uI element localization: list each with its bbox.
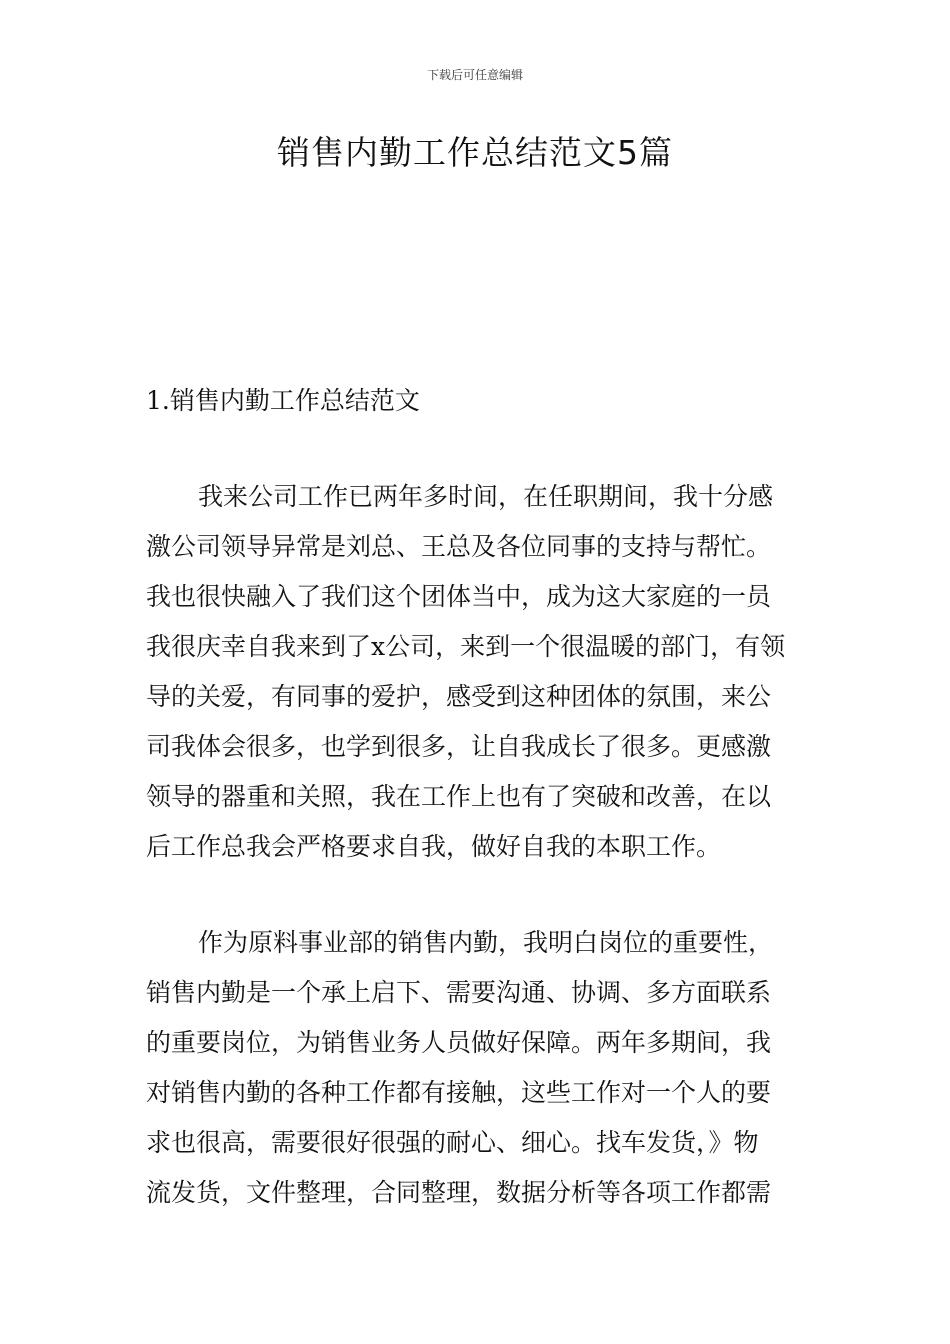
paragraph-line: 求也很高，需要很好很强的耐心、细心。找车发货，》物 [146,1128,759,1157]
paragraph-line: 领导的器重和关照，我在工作上也有了突破和改善，在以 [146,782,772,811]
paragraph-line: 激公司领导异常是刘总、王总及各位同事的支持与帮忙。 [146,532,772,561]
paragraph-line: 作为原料事业部的销售内勤，我明白岗位的重要性， [198,928,774,957]
paragraph-line: 销售内勤是一个承上启下、需要沟通、协调、多方面联系 [146,978,772,1007]
header-note: 下载后可任意编辑 [426,68,523,82]
paragraph-1 [146,472,806,872]
section-heading: 1.销售内勤工作总结范文 [146,386,420,415]
document-title: 销售内勤工作总结范文5篇 [277,133,673,172]
paragraph-line: 我来公司工作已两年多时间，在任职期间，我十分感 [198,482,774,511]
paragraph-line: 的重要岗位，为销售业务人员做好保障。两年多期间，我 [146,1028,772,1057]
paragraph-line: 我也很快融入了我们这个团体当中，成为这大家庭的一员 [146,582,772,611]
paragraph-line: 我很庆幸自我来到了x公司，来到一个很温暖的部门，有领 [146,632,786,661]
paragraph-line: 导的关爱，有同事的爱护，感受到这种团体的氛围，来公 [146,682,772,711]
paragraph-line: 司我体会很多，也学到很多，让自我成长了很多。更感激 [146,732,772,761]
paragraph-line: 后工作总我会严格要求自我，做好自我的本职工作。 [146,832,722,861]
paragraph-line: 对销售内勤的各种工作都有接触，这些工作对一个人的要 [146,1078,772,1107]
paragraph-2 [146,918,806,1218]
paragraph-line: 流发货，文件整理，合同整理，数据分析等各项工作都需 [146,1178,772,1207]
